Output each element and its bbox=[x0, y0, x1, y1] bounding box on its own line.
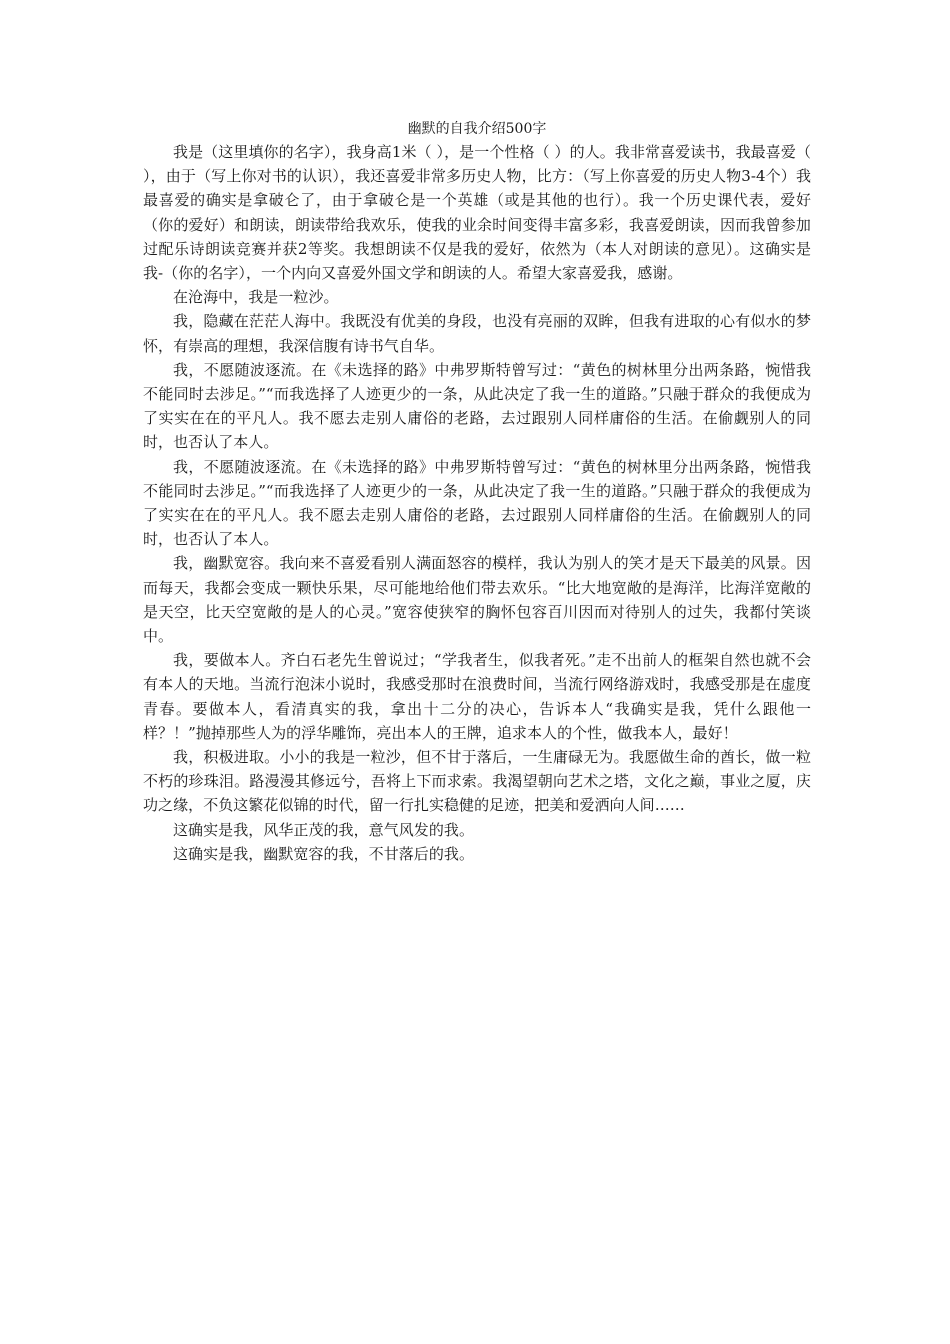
paragraph-be-myself: 我，要做本人。齐白石老先生曾说过；“学我者生，似我者死。”走不出前人的框架自然也就不会有本人的天地。当流行泡沫小说时，我感受那时在浪费时间，当流行网络游戏时，我感受那是在虚度青春。要做本人，看清真实的我，拿出十二分的决心，告诉本人“我确实是我，凭什么跟他一样？！”抛掉那些人为的浮华雕饰，亮出本人的王牌，追求本人的个性，做我本人，最好！ bbox=[143, 651, 811, 742]
paragraph-hidden: 我，隐藏在茫茫人海中。我既没有优美的身段，也没有亮丽的双眸，但我有进取的心有似水的梦怀，有崇高的理想，我深信腹有诗书气自华。 bbox=[143, 312, 811, 355]
paragraph-closing-1: 这确实是我，风华正茂的我，意气风发的我。 bbox=[173, 820, 475, 839]
document-page bbox=[143, 118, 811, 866]
paragraph-not-follow-1: 我，不愿随波逐流。在《未选择的路》中弗罗斯特曾写过：“黄色的树林里分出两条路，惋惜我不能同时去涉足。”“而我选择了人迹更少的一条，从此决定了我一生的道路。”只融于群众的我便成为了实实在在的平凡人。我不愿去走别人庸俗的老路，去过跟别人同样庸俗的生活。在偷觑别人的同时，也否认了本人。 bbox=[143, 360, 811, 452]
paragraph-not-follow-2: 我，不愿随波逐流。在《未选择的路》中弗罗斯特曾写过：“黄色的树林里分出两条路，惋惜我不能同时去涉足。”“而我选择了人迹更少的一条，从此决定了我一生的道路。”只融于群众的我便成为了实实在在的平凡人。我不愿去走别人庸俗的老路，去过跟别人同样庸俗的生活。在偷觑别人的同时，也否认了本人。 bbox=[143, 457, 811, 549]
paragraph-closing-2: 这确实是我，幽默宽容的我，不甘落后的我。 bbox=[173, 844, 475, 863]
paragraph-progress: 我，积极进取。小小的我是一粒沙，但不甘于落后，一生庸碌无为。我愿做生命的酋长，做一粒不朽的珍珠泪。路漫漫其修远兮，吾将上下而求索。我渴望朝向艺术之塔，文化之巅，事业之厦，庆功之缘，不负这繁花似锦的时代，留一行扎实稳健的足迹，把美和爱洒向人间…… bbox=[143, 748, 811, 815]
paragraph-intro: 我是（这里填你的名字），我身高1米（ ），是一个性格（ ）的人。我非常喜爱读书，我最喜爱（ ），由于（写上你对书的认识），我还喜爱非常多历史人物，比方：（写上你喜爱的历史人物3-4个）我最喜爱的确实是拿破仑了，由于拿破仑是一个英雄（或是其他的也行）。我一个历史课代表，爱好（你的爱好）和朗读，朗读带给我欢乐，使我的业余时间变得丰富多彩，我喜爱朗读，因而我曾参加过配乐诗朗读竞赛并获2等奖。我想朗读不仅是我的爱好，依然为（本人对朗读的意见）。这确实是我-（你的名字），一个内向又喜爱外国文学和朗读的人。希望大家喜爱我，感谢。 bbox=[143, 143, 811, 283]
document-title: 幽默的自我介绍500字 bbox=[407, 121, 547, 137]
paragraph-humor: 我，幽默宽容。我向来不喜爱看别人满面怒容的模样，我认为别人的笑才是天下最美的风景。因而每天，我都会变成一颗快乐果，尽可能地给他们带去欢乐。“比大地宽敞的是海洋，比海洋宽敞的是天空，比天空宽敞的是人的心灵。”宽容使狭窄的胸怀包容百川因而对待别人的过失，我都付笑谈中。 bbox=[143, 554, 811, 646]
paragraph-sand: 在沧海中，我是一粒沙。 bbox=[173, 288, 339, 307]
